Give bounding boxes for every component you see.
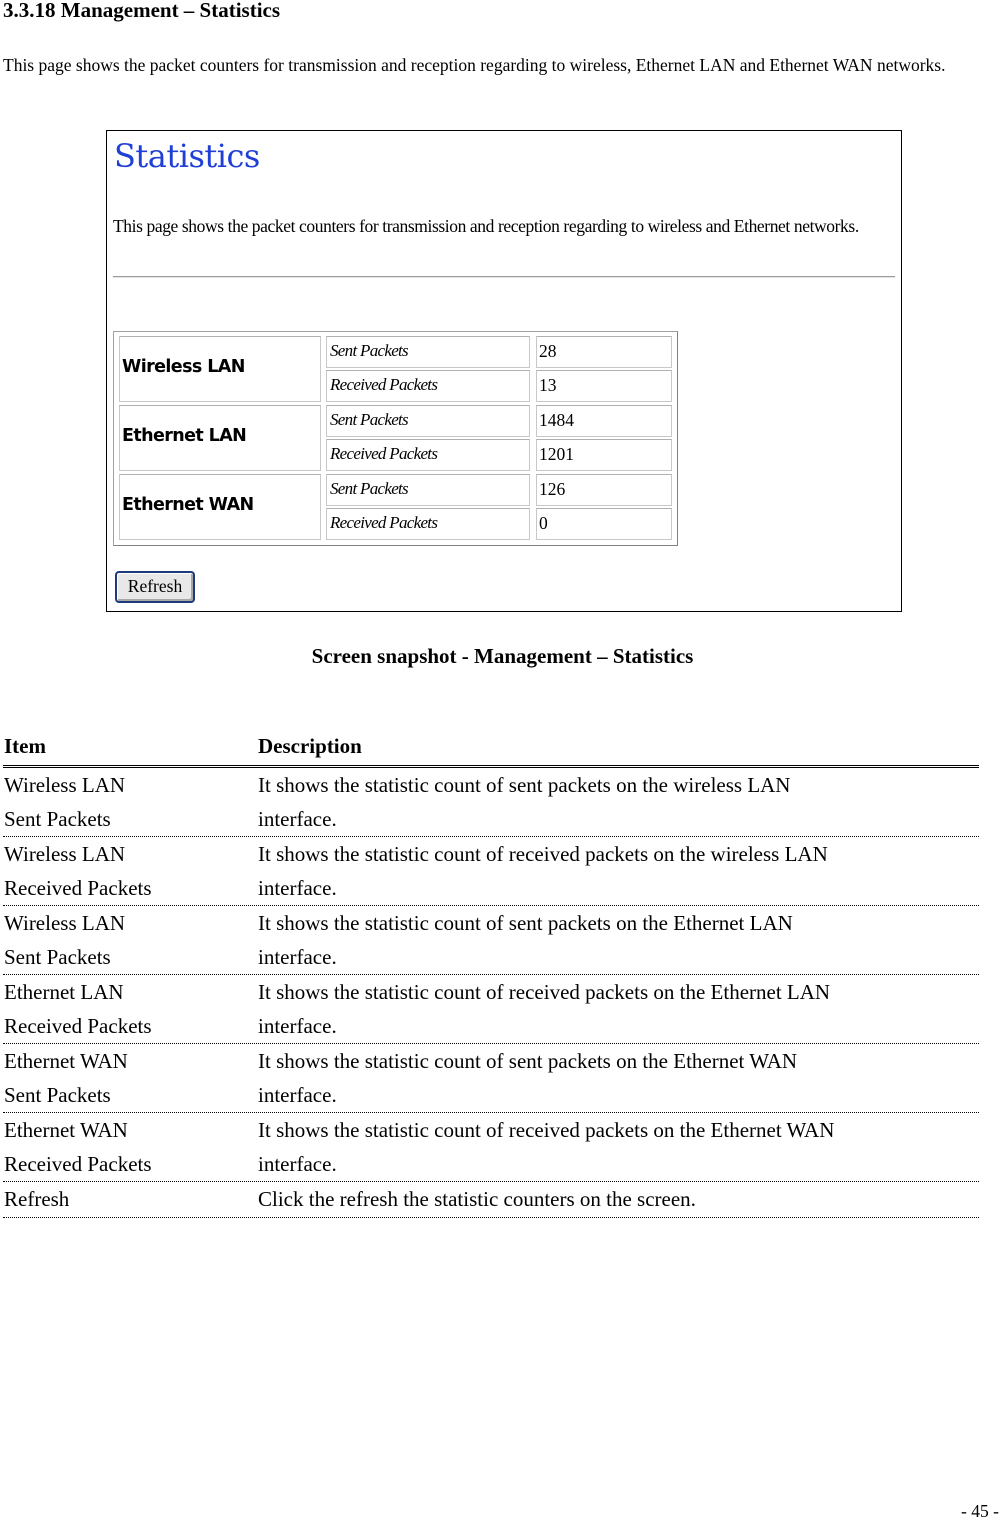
- row-value-text: 0: [539, 513, 548, 533]
- item-line: Received Packets: [4, 1014, 152, 1038]
- desc-line: It shows the statistic count of sent packets on the Ethernet LAN: [258, 911, 793, 935]
- description-cell: Click the refresh the statistic counters on the screen.: [258, 1187, 696, 1211]
- item-line: Received Packets: [4, 1152, 152, 1176]
- screenshot-description: This page shows the packet counters for transmission and reception regarding to wireless and Ethernet networks.: [113, 216, 859, 236]
- row-label: [326, 405, 530, 437]
- refresh-button[interactable]: Refresh: [115, 571, 195, 603]
- description-cell: [258, 1113, 974, 1181]
- table-row: [3, 837, 979, 906]
- row-value-text: 126: [539, 479, 566, 499]
- item-line: Ethernet WAN: [4, 1118, 128, 1142]
- group-wireless-lan: [119, 336, 321, 402]
- row-label: [326, 336, 530, 368]
- table-row: [3, 1113, 979, 1182]
- row-label: [326, 370, 530, 402]
- desc-line: interface.: [258, 807, 337, 831]
- desc-line: It shows the statistic count of sent packets on the wireless LAN: [258, 773, 791, 797]
- item-cell: [4, 975, 249, 1043]
- item-cell: [4, 906, 249, 974]
- description-cell: [258, 768, 974, 836]
- item-line: Wireless LAN: [4, 911, 126, 935]
- row-value: [536, 474, 672, 506]
- group-ethernet-wan: [119, 474, 321, 540]
- row-value-text: 28: [539, 341, 557, 361]
- page-number: - 45 -: [961, 1501, 999, 1521]
- row-label: [326, 439, 530, 471]
- item-line: Sent Packets: [4, 1083, 111, 1107]
- item-line: Ethernet LAN: [4, 980, 124, 1004]
- row-value: [536, 439, 672, 471]
- group-ethernet-lan: [119, 405, 321, 471]
- item-cell: [4, 1044, 249, 1112]
- item-cell: [4, 768, 249, 836]
- desc-line: It shows the statistic count of received packets on the Ethernet WAN: [258, 1118, 835, 1142]
- desc-line: It shows the statistic count of sent packets on the Ethernet WAN: [258, 1049, 798, 1073]
- screenshot-title: Statistics: [114, 137, 260, 175]
- row-label-text: Sent Packets: [330, 410, 408, 429]
- row-label-text: Sent Packets: [330, 341, 408, 360]
- row-value: [536, 405, 672, 437]
- intro-paragraph: This page shows the packet counters for transmission and reception regarding to wireless, Ethernet LAN and Ethernet WAN networks.: [3, 55, 946, 75]
- row-label-text: Received Packets: [330, 444, 438, 463]
- group-label: Wireless LAN: [122, 357, 245, 377]
- description-cell: [258, 837, 974, 905]
- item-line: Wireless LAN: [4, 842, 126, 866]
- desc-line: interface.: [258, 1152, 337, 1176]
- table-header: [3, 732, 979, 768]
- row-label-text: Received Packets: [330, 375, 438, 394]
- desc-line: It shows the statistic count of received packets on the Ethernet LAN: [258, 980, 831, 1004]
- group-label: Ethernet WAN: [122, 495, 254, 515]
- row-value: [536, 336, 672, 368]
- item-line: Received Packets: [4, 876, 152, 900]
- description-cell: [258, 1044, 974, 1112]
- row-value-text: 1484: [539, 410, 574, 430]
- item-line: Sent Packets: [4, 945, 111, 969]
- description-cell: [258, 975, 974, 1043]
- desc-line: interface.: [258, 1014, 337, 1038]
- row-label: [326, 474, 530, 506]
- item-line: Sent Packets: [4, 807, 111, 831]
- group-label: Ethernet LAN: [122, 426, 247, 446]
- item-line: Wireless LAN: [4, 773, 126, 797]
- statistics-table: [113, 331, 678, 546]
- row-value: [536, 508, 672, 540]
- table-row: [3, 1182, 979, 1218]
- header-item: Item: [4, 734, 46, 758]
- figure-caption: Screen snapshot - Management – Statistics: [311, 644, 694, 668]
- table-row: [3, 768, 979, 837]
- section-title: 3.3.18 Management – Statistics: [3, 0, 281, 22]
- row-label-text: Sent Packets: [330, 479, 408, 498]
- table-row: [3, 906, 979, 975]
- description-cell: [258, 906, 974, 974]
- item-cell: Refresh: [4, 1187, 70, 1211]
- item-cell: [4, 1113, 249, 1181]
- desc-line: It shows the statistic count of received packets on the wireless LAN: [258, 842, 828, 866]
- row-value-text: 1201: [539, 444, 574, 464]
- row-label: [326, 508, 530, 540]
- screenshot-frame: [106, 130, 902, 612]
- desc-line: interface.: [258, 1083, 337, 1107]
- row-value-text: 13: [539, 375, 557, 395]
- table-row: [3, 975, 979, 1044]
- table-row: [3, 1044, 979, 1113]
- description-table: [3, 732, 979, 1218]
- item-line: Ethernet WAN: [4, 1049, 128, 1073]
- header-description: Description: [258, 734, 362, 758]
- row-label-text: Received Packets: [330, 513, 438, 532]
- row-value: [536, 370, 672, 402]
- desc-line: interface.: [258, 876, 337, 900]
- desc-line: interface.: [258, 945, 337, 969]
- divider: [113, 276, 895, 278]
- item-cell: [4, 837, 249, 905]
